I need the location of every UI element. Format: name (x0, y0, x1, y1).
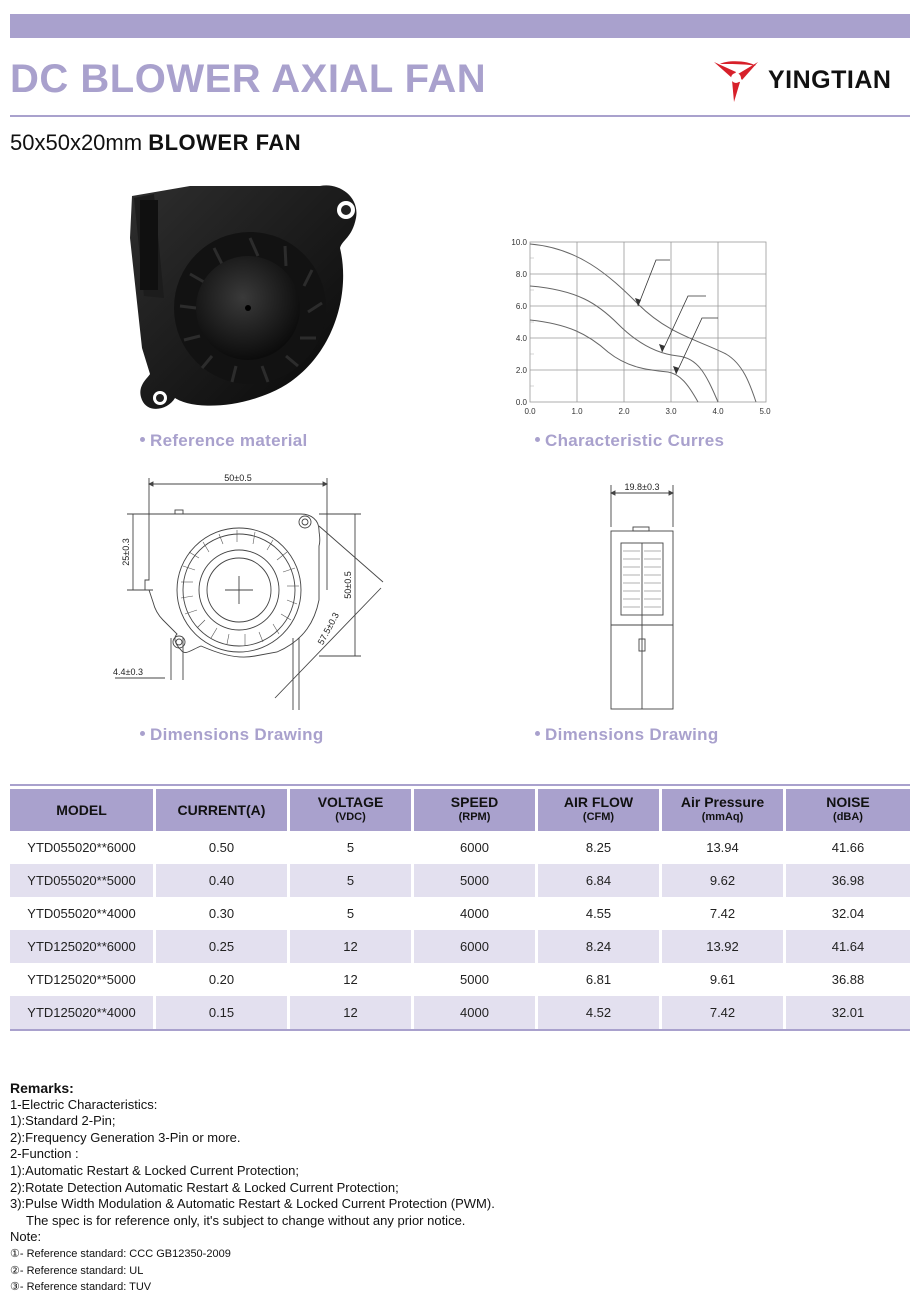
cell-model: YTD055020**5000 (10, 864, 153, 897)
header-rule (10, 115, 910, 117)
side-dimensions-drawing (585, 475, 725, 725)
disclaimer: The spec is for reference only, it's subject to change without any prior notice. (26, 1212, 466, 1228)
remark-line: 2):Rotate Detection Automatic Restart & Locked Current Protection; (10, 1179, 399, 1195)
cell-current: 0.50 (208, 840, 235, 855)
column-header: NOISE (dBA) (786, 789, 910, 831)
cell-model: YTD125020**6000 (10, 930, 153, 963)
fan-product-photo (120, 178, 370, 418)
cell-noise: 41.66 (831, 840, 865, 855)
characteristic-curves-chart (498, 234, 798, 424)
table-row (10, 864, 910, 897)
cell-noise: 32.04 (831, 906, 865, 921)
cell-voltage: 5 (346, 906, 355, 921)
remark-line: 2-Function : (10, 1146, 79, 1162)
dim-height-half: 25±0.3 (121, 538, 131, 566)
cell-voltage: 5 (290, 864, 411, 897)
dim-height: 50±0.5 (343, 571, 353, 599)
cell-pressure: 7.42 (662, 996, 783, 1029)
caption-dims-front: Dimensions Drawing (140, 725, 324, 745)
dim-diagonal: 57.5±0.3 (315, 610, 341, 647)
cell-noise: 36.98 (786, 864, 910, 897)
note-line: ②- Reference standard: UL (10, 1264, 144, 1277)
cell-current: 0.15 (156, 996, 287, 1029)
remarks-title: Remarks: (10, 1080, 74, 1096)
x-tick-label: 1.0 (571, 407, 583, 416)
table-header-row (10, 789, 910, 831)
cell-voltage: 12 (343, 972, 358, 987)
column-header: Air Pressure (mmAq) (662, 789, 783, 831)
remark-line: 3):Pulse Width Modulation & Automatic Restart & Locked Current Protection (PWM). (10, 1196, 495, 1212)
cell-pressure: 13.94 (706, 840, 739, 855)
y-tick-label: 4.0 (515, 334, 527, 343)
x-tick-label: 3.0 (665, 407, 677, 416)
cell-pressure: 13.92 (662, 930, 783, 963)
cell-airflow: 4.52 (538, 996, 659, 1029)
product-subtitle (10, 130, 301, 156)
y-tick-label: 6.0 (515, 302, 527, 311)
caption-dims-side: Dimensions Drawing (535, 725, 719, 745)
x-tick-label: 0.0 (524, 407, 536, 416)
x-tick-label: 2.0 (618, 407, 630, 416)
cell-airflow: 8.24 (538, 930, 659, 963)
cell-speed: 4000 (414, 996, 535, 1029)
front-dimensions-drawing (105, 470, 405, 720)
cell-speed: 6000 (414, 930, 535, 963)
note-title: Note: (10, 1229, 42, 1245)
cell-speed: 5000 (414, 864, 535, 897)
dim-thickness: 19.8±0.3 (624, 482, 660, 492)
table-row (10, 897, 910, 930)
column-header: CURRENT(A) (156, 789, 287, 831)
brand-logo (712, 58, 912, 104)
remark-line: 1):Standard 2-Pin; (10, 1113, 116, 1129)
spec-table (7, 789, 913, 1029)
cell-airflow: 4.55 (585, 906, 612, 921)
column-header: AIR FLOW (CFM) (538, 789, 659, 831)
cell-speed: 4000 (460, 906, 489, 921)
cell-speed: 5000 (460, 972, 489, 987)
remark-line: 1-Electric Characteristics: (10, 1096, 158, 1112)
column-header: VOLTAGE (VDC) (290, 789, 411, 831)
y-tick-label: 0.0 (515, 398, 527, 407)
subtitle-type: BLOWER FAN (148, 130, 302, 155)
cell-model: YTD125020**5000 (27, 972, 136, 987)
cell-current: 0.20 (208, 972, 235, 987)
cell-current: 0.40 (156, 864, 287, 897)
cell-model: YTD055020**4000 (27, 906, 136, 921)
cell-voltage: 12 (290, 996, 411, 1029)
table-row (10, 831, 910, 864)
column-header: MODEL (10, 789, 153, 831)
subtitle-size: 50x50x20mm (10, 130, 143, 155)
y-tick-label: 2.0 (515, 366, 527, 375)
cell-pressure: 9.61 (709, 972, 736, 987)
cell-pressure: 7.42 (709, 906, 736, 921)
cell-noise: 36.88 (831, 972, 865, 987)
dim-hole: 4.4±0.3 (113, 667, 143, 677)
cell-voltage: 12 (290, 930, 411, 963)
table-row (10, 996, 910, 1029)
page-title: DC BLOWER AXIAL FAN (10, 57, 487, 101)
table-row (10, 930, 910, 963)
column-header: SPEED (RPM) (414, 789, 535, 831)
cell-airflow: 8.25 (585, 840, 612, 855)
table-top-rule (10, 784, 910, 786)
y-tick-label: 10.0 (511, 238, 527, 247)
caption-curves: Characteristic Curres (535, 431, 724, 451)
caption-reference: Reference material (140, 431, 308, 451)
cell-model: YTD125020**4000 (10, 996, 153, 1029)
cell-current: 0.30 (208, 906, 235, 921)
yingtian-logo-icon (712, 58, 762, 104)
note-line: ①- Reference standard: CCC GB12350-2009 (10, 1247, 231, 1260)
x-tick-label: 5.0 (759, 407, 771, 416)
table-row (10, 963, 910, 996)
cell-noise: 32.01 (786, 996, 910, 1029)
note-line: ③- Reference standard: TUV (10, 1281, 152, 1294)
cell-pressure: 9.62 (662, 864, 783, 897)
cell-model: YTD055020**6000 (27, 840, 136, 855)
table-bottom-rule (10, 1029, 910, 1031)
cell-current: 0.25 (156, 930, 287, 963)
cell-voltage: 5 (346, 840, 355, 855)
remark-line: 2):Frequency Generation 3-Pin or more. (10, 1129, 241, 1145)
top-banner (10, 14, 910, 38)
remarks-section (10, 1080, 495, 1296)
remark-line: 1):Automatic Restart & Locked Current Protection; (10, 1162, 300, 1178)
cell-noise: 41.64 (786, 930, 910, 963)
x-tick-label: 4.0 (712, 407, 724, 416)
cell-airflow: 6.81 (585, 972, 612, 987)
dim-width: 50±0.5 (224, 473, 252, 483)
cell-airflow: 6.84 (538, 864, 659, 897)
y-tick-label: 8.0 (515, 270, 527, 279)
brand-name: YINGTIAN (768, 66, 892, 94)
cell-speed: 6000 (460, 840, 489, 855)
